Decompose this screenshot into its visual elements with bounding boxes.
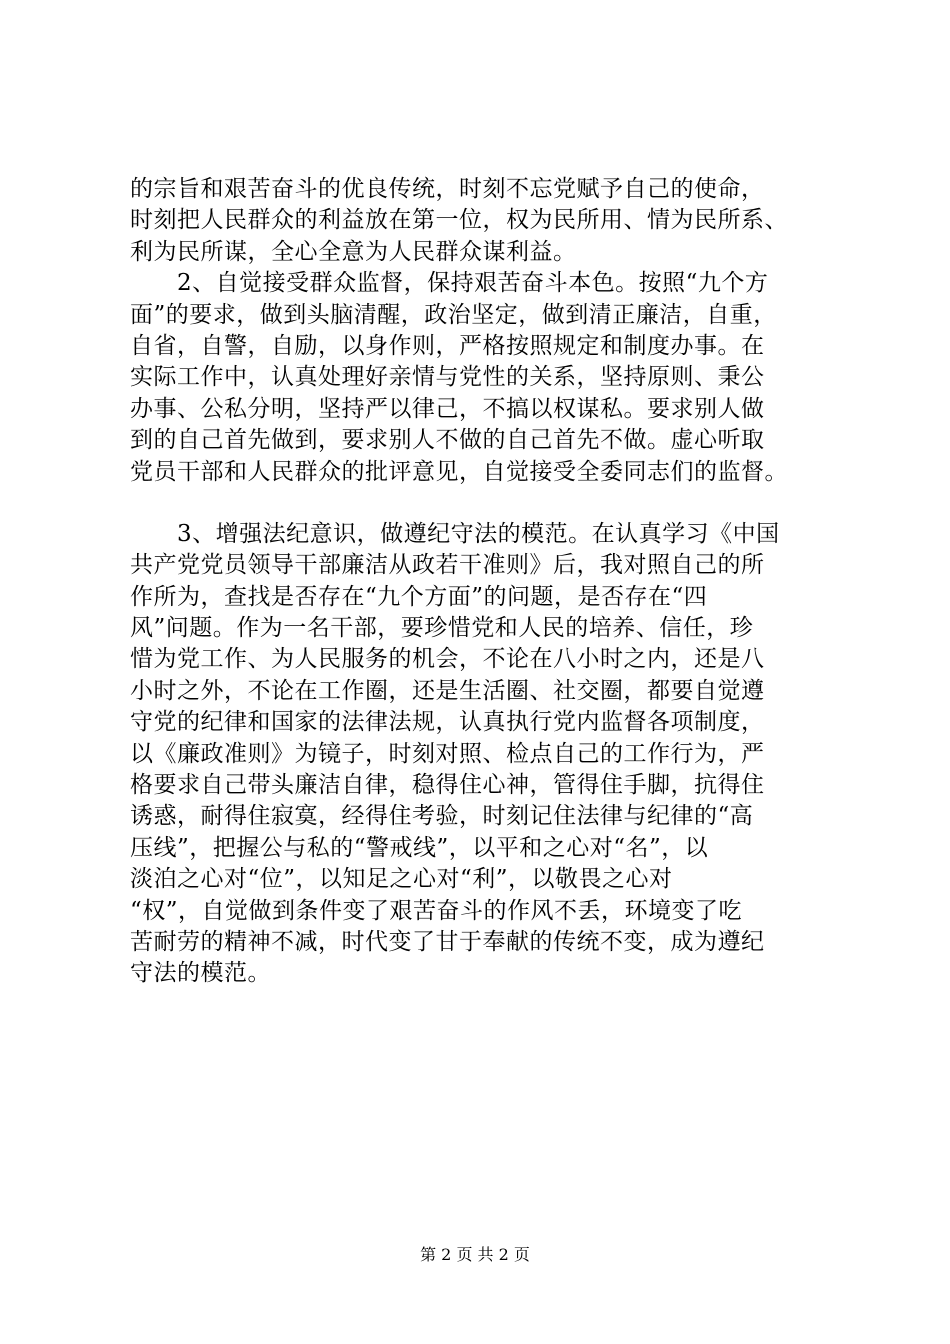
paragraph-line: 党员干部和人民群众的批评意见，自觉接受全委同志们的监督。 (130, 458, 788, 485)
paragraph-line: 风”问题。作为一名干部，要珍惜党和人民的培养、信任，珍 (130, 615, 754, 642)
paragraph-line: “权”，自觉做到条件变了艰苦奋斗的作风不丢，环境变了吃 (130, 897, 743, 924)
paragraph-spacer (130, 488, 830, 519)
paragraph-line: 2、自觉接受群众监督，保持艰苦奋斗本色。按照“九个方 (130, 270, 769, 297)
paragraph-line: 自省，自警，自励，以身作则，严格按照规定和制度办事。在 (130, 332, 765, 359)
paragraph-line: 到的自己首先做到，要求别人不做的自己首先不做。虚心听取 (130, 427, 765, 454)
paragraph-line: 作所为，查找是否存在“九个方面”的问题，是否存在“四 (130, 583, 708, 610)
paragraph-line: 苦耐劳的精神不减，时代变了甘于奉献的传统不变，成为遵纪 (130, 928, 765, 955)
paragraph-line: 守党的纪律和国家的法律法规，认真执行党内监督各项制度， (130, 709, 765, 736)
paragraph-line: 时刻把人民群众的利益放在第一位，权为民所用、情为民所系、 (130, 207, 788, 234)
paragraph-3 (130, 519, 830, 990)
document-body (130, 174, 830, 990)
paragraph-line: 淡泊之心对“位”，以知足之心对“利”，以敬畏之心对 (130, 866, 673, 893)
paragraph-line: 共产党党员领导干部廉洁从政若干准则》后，我对照自己的所 (130, 552, 765, 579)
paragraph-line: 守法的模范。 (130, 960, 271, 987)
paragraph-line: 诱惑，耐得住寂寞，经得住考验，时刻记住法律与纪律的“高 (130, 803, 754, 830)
page-number-footer: 第 2 页 共 2 页 (420, 1245, 530, 1264)
paragraph-1 (130, 174, 830, 268)
paragraph-line: 面”的要求，做到头脑清醒，政治坚定，做到清正廉洁，自重， (130, 301, 777, 328)
paragraph-line: 格要求自己带头廉洁自律，稳得住心神，管得住手脚，抗得住 (130, 772, 765, 799)
paragraph-line: 压线”，把握公与私的“警戒线”，以平和之心对“名”，以 (130, 834, 709, 861)
paragraph-line: 小时之外，不论在工作圈，还是生活圈、社交圈，都要自觉遵 (130, 677, 765, 704)
paragraph-line: 惜为党工作、为人民服务的机会，不论在八小时之内，还是八 (130, 646, 765, 673)
paragraph-line: 实际工作中，认真处理好亲情与党性的关系，坚持原则、秉公 (130, 364, 765, 391)
paragraph-2 (130, 268, 830, 488)
paragraph-line: 利为民所谋，全心全意为人民群众谋利益。 (130, 238, 577, 265)
paragraph-line: 办事、公私分明，坚持严以律己，不搞以权谋私。要求别人做 (130, 395, 765, 422)
paragraph-line: 的宗旨和艰苦奋斗的优良传统，时刻不忘党赋予自己的使命， (130, 176, 765, 202)
paragraph-line: 以《廉政准则》为镜子，时刻对照、检点自己的工作行为，严 (130, 740, 765, 767)
paragraph-line: 3、增强法纪意识，做遵纪守法的模范。在认真学习《中国 (130, 520, 780, 547)
